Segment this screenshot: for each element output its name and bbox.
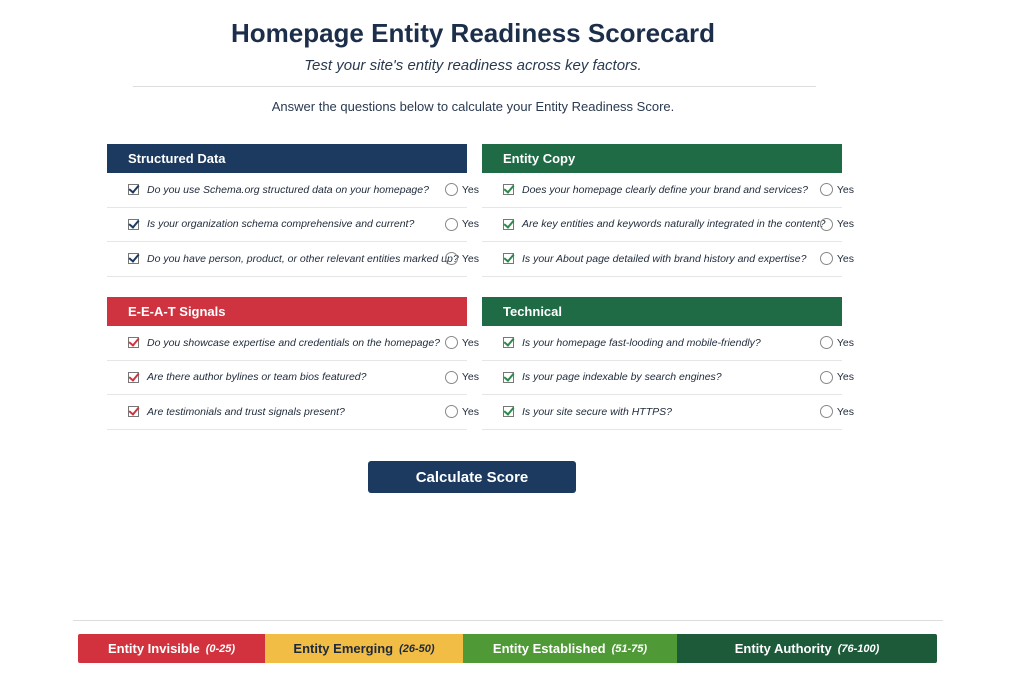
question-row — [107, 326, 479, 361]
radio-icon[interactable] — [445, 371, 458, 384]
question-row — [107, 361, 479, 396]
radio-icon[interactable] — [820, 336, 833, 349]
question-text: Do you use Schema.org structured data on your homepage? — [147, 183, 429, 196]
checkbox-icon[interactable] — [128, 372, 139, 383]
checkbox-icon[interactable] — [503, 337, 514, 348]
legend-range: (0-25) — [205, 642, 236, 655]
question-text: Is your site secure with HTTPS? — [522, 405, 672, 418]
intro-text: Answer the questions below to calculate your Entity Readiness Score. — [271, 99, 675, 114]
checkbox-icon[interactable] — [503, 253, 514, 264]
yes-radio[interactable] — [445, 336, 479, 349]
yes-label: Yes — [461, 336, 479, 349]
question-row — [107, 208, 479, 243]
yes-radio[interactable] — [820, 405, 854, 418]
checkbox-icon[interactable] — [503, 406, 514, 417]
score-legend — [78, 634, 937, 663]
yes-label: Yes — [836, 405, 854, 418]
question-text: Is your organization schema comprehensive and current? — [147, 218, 415, 231]
checkbox-icon[interactable] — [128, 337, 139, 348]
radio-icon[interactable] — [445, 405, 458, 418]
yes-radio[interactable] — [820, 218, 854, 231]
radio-icon[interactable] — [820, 252, 833, 265]
yes-label: Yes — [836, 252, 854, 265]
question-row — [482, 208, 854, 243]
radio-icon[interactable] — [445, 252, 458, 265]
question-row — [482, 361, 854, 396]
yes-radio[interactable] — [445, 371, 479, 384]
section-e-e-a-t-signals — [107, 297, 479, 430]
yes-label: Yes — [461, 252, 479, 265]
yes-radio[interactable] — [820, 371, 854, 384]
legend-label: Entity Authority — [734, 641, 832, 656]
divider — [73, 620, 943, 621]
checkbox-icon[interactable] — [128, 253, 139, 264]
question-row — [482, 326, 854, 361]
yes-label: Yes — [836, 371, 854, 384]
yes-radio[interactable] — [445, 252, 479, 265]
question-row — [107, 173, 479, 208]
radio-icon[interactable] — [445, 183, 458, 196]
yes-label: Yes — [461, 371, 479, 384]
yes-label: Yes — [461, 218, 479, 231]
legend-segment — [677, 634, 937, 663]
checkbox-icon[interactable] — [128, 184, 139, 195]
yes-radio[interactable] — [820, 336, 854, 349]
radio-icon[interactable] — [445, 336, 458, 349]
page-subtitle: Test your site's entity readiness across key factors. — [304, 57, 642, 74]
section-technical — [482, 297, 854, 430]
checkbox-icon[interactable] — [503, 372, 514, 383]
legend-segment — [78, 634, 265, 663]
section-header: Technical — [482, 297, 842, 326]
question-row — [107, 395, 479, 430]
section-header: E-E-A-T Signals — [107, 297, 467, 326]
checkbox-icon[interactable] — [128, 219, 139, 230]
radio-icon[interactable] — [820, 218, 833, 231]
legend-segment — [463, 634, 677, 663]
page-title: Homepage Entity Readiness Scorecard — [230, 18, 716, 48]
question-text: Are key entities and keywords naturally integrated in the content? — [522, 218, 826, 231]
question-row — [482, 173, 854, 208]
legend-range: (76-100) — [837, 642, 880, 655]
legend-label: Entity Established — [492, 641, 606, 656]
section-entity-copy — [482, 144, 854, 277]
legend-label: Entity Emerging — [293, 641, 394, 656]
question-text: Are there author bylines or team bios featured? — [147, 371, 367, 384]
checkbox-icon[interactable] — [503, 184, 514, 195]
question-text: Is your About page detailed with brand history and expertise? — [522, 252, 807, 265]
section-header: Structured Data — [107, 144, 467, 173]
question-row — [482, 395, 854, 430]
question-text: Does your homepage clearly define your brand and services? — [522, 183, 808, 196]
question-text: Do you showcase expertise and credentials on the homepage? — [147, 336, 441, 349]
question-text: Are testimonials and trust signals present? — [147, 405, 345, 418]
question-text: Do you have person, product, or other relevant entities marked up? — [147, 252, 459, 265]
yes-label: Yes — [836, 218, 854, 231]
question-text: Is your homepage fast-looding and mobile-friendly? — [522, 336, 761, 349]
section-structured-data — [107, 144, 479, 277]
radio-icon[interactable] — [445, 218, 458, 231]
legend-segment — [265, 634, 463, 663]
yes-radio[interactable] — [445, 405, 479, 418]
radio-icon[interactable] — [820, 183, 833, 196]
calculate-score-button[interactable]: Calculate Score — [368, 461, 576, 493]
yes-label: Yes — [461, 183, 479, 196]
yes-label: Yes — [836, 336, 854, 349]
question-row — [482, 242, 854, 277]
legend-range: (51-75) — [611, 642, 648, 655]
checkbox-icon[interactable] — [128, 406, 139, 417]
yes-radio[interactable] — [445, 218, 479, 231]
radio-icon[interactable] — [820, 371, 833, 384]
question-row — [107, 242, 479, 277]
yes-label: Yes — [836, 183, 854, 196]
section-header: Entity Copy — [482, 144, 842, 173]
divider — [133, 86, 816, 87]
legend-label: Entity Invisible — [107, 641, 200, 656]
yes-radio[interactable] — [820, 252, 854, 265]
yes-radio[interactable] — [820, 183, 854, 196]
yes-label: Yes — [461, 405, 479, 418]
yes-radio[interactable] — [445, 183, 479, 196]
radio-icon[interactable] — [820, 405, 833, 418]
legend-range: (26-50) — [399, 642, 435, 655]
question-text: Is your page indexable by search engines? — [522, 371, 722, 384]
checkbox-icon[interactable] — [503, 219, 514, 230]
